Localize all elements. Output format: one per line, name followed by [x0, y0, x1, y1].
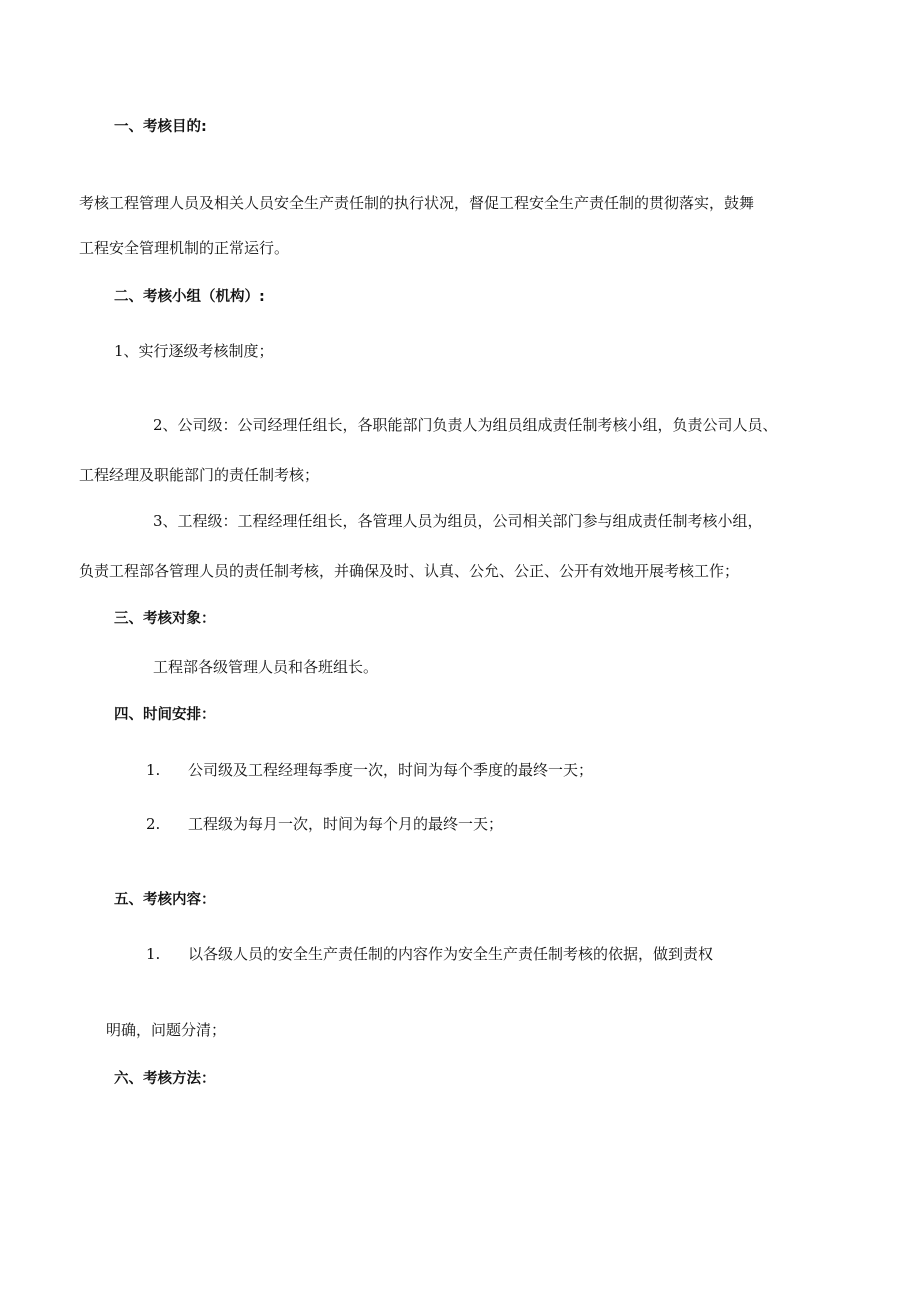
- section-2-item-2-line-1: 2、公司级：公司经理任组长，各职能部门负责人为组员组成责任制考核小组，负责公司人员、: [153, 416, 778, 434]
- section-4-heading: 四、时间安排：: [114, 707, 216, 723]
- section-2-heading: 二、考核小组（机构）:: [114, 289, 265, 305]
- section-1-paragraph-line-1: 考核工程管理人员及相关人员安全生产责任制的执行状况，督促工程安全生产责任制的贯彻落实，鼓舞: [79, 194, 755, 212]
- section-4-item-2: [146, 814, 503, 834]
- section-5-item-1-line-1: [146, 944, 713, 964]
- section-1-heading: 一、考核目的:: [114, 119, 207, 135]
- section-3-heading: 三、考核对象：: [114, 611, 216, 627]
- section-5-item-1-line-2: 明确，问题分清；: [106, 1021, 227, 1039]
- section-6-heading: 六、考核方法：: [114, 1071, 216, 1087]
- section-2-item-2-line-2: 工程经理及职能部门的责任制考核；: [79, 466, 320, 484]
- section-2-item-1: 1、实行逐级考核制度；: [114, 342, 274, 360]
- list-number: 2.: [146, 815, 161, 833]
- section-2-item-3-line-2: 负责工程部各管理人员的责任制考核，并确保及时、认真、公允、公正、公开有效地开展考核工作；: [79, 562, 740, 580]
- section-5-heading: 五、考核内容：: [114, 892, 216, 908]
- list-item-text: 以各级人员的安全生产责任制的内容作为安全生产责任制考核的依据，做到责权: [188, 945, 714, 963]
- section-1-paragraph-line-2: 工程安全管理机制的正常运行。: [79, 239, 290, 257]
- list-item-text: 公司级及工程经理每季度一次，时间为每个季度的最终一天；: [188, 761, 594, 779]
- section-3-text: 工程部各级管理人员和各班组长。: [153, 658, 379, 676]
- list-number: 1.: [146, 945, 161, 963]
- list-number: 1.: [146, 761, 161, 779]
- list-item-text: 工程级为每月一次，时间为每个月的最终一天；: [188, 815, 504, 833]
- section-2-item-3-line-1: 3、工程级：工程经理任组长，各管理人员为组员，公司相关部门参与组成责任制考核小组，: [153, 512, 763, 530]
- section-4-item-1: [146, 760, 593, 780]
